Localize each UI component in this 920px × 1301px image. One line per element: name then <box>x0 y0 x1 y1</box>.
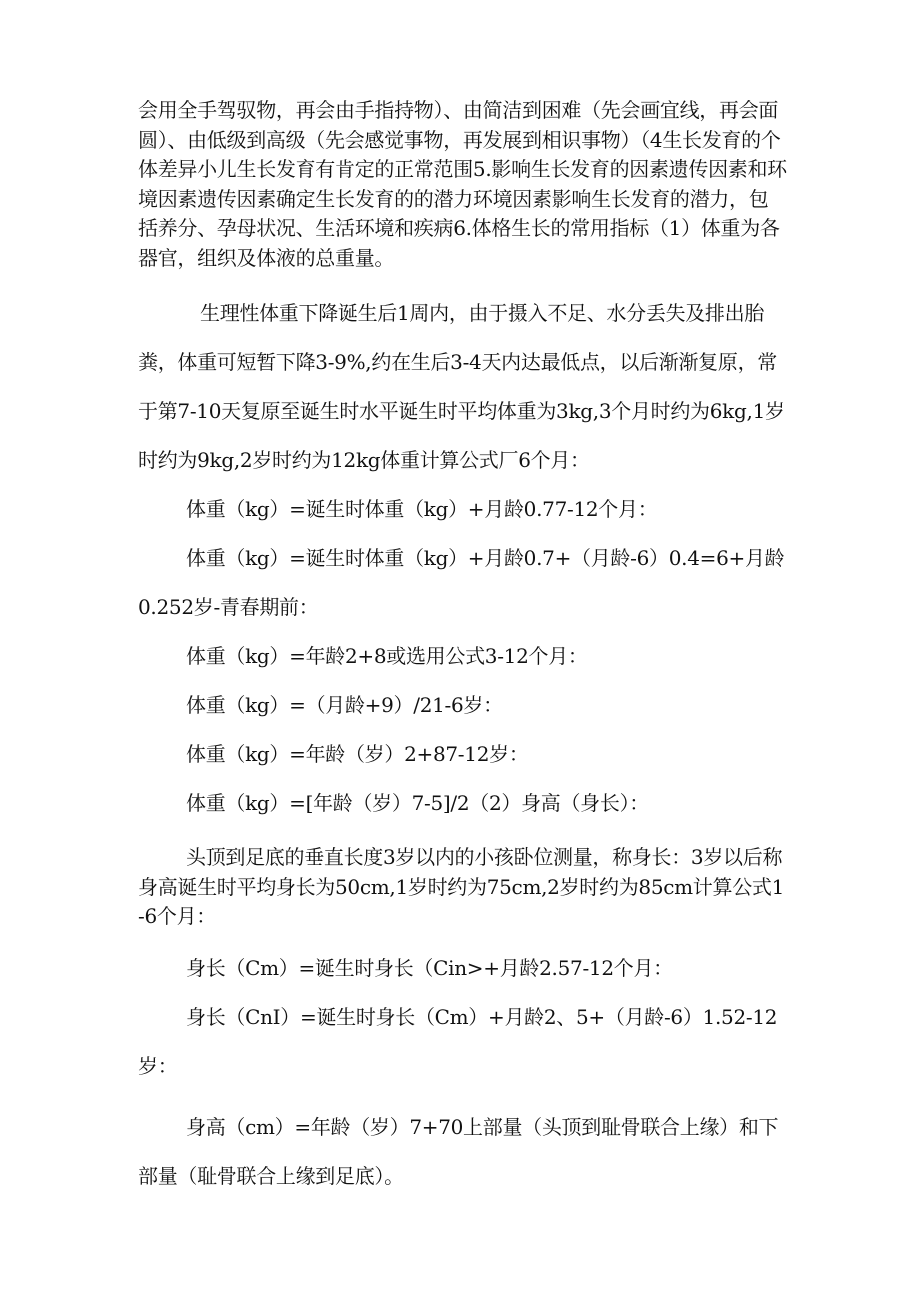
formula-length-2: 身长（CnI）=诞生时身长（Cm）+月龄2、5+（月龄-6）1.52-12岁： <box>138 1004 778 1078</box>
formula-weight-6: 体重（kg）=[年龄（岁）7-5]/2（2）身高（身长）： <box>186 791 649 815</box>
paragraph-development-factors: 会用全手驾驭物，再会由手指持物）、由简洁到困难（先会画宜线，再会面圆）、由低级到高级（先会感觉事物，再发展到相识事物）（4生长发育的个体差异小儿生长发育有肯定的正常范围5.影响生长发育的因素遗传因素和环境因素遗传因素确定生长发育的的潜力环境因素影响生长发育的潜力，包括养分、孕母状况、生活环境和疾病6.体格生长的常用指标（1）体重为各器官，组织及体液的总重量。 <box>138 98 787 270</box>
formula-length-1: 身长（Cm）=诞生时身长（Cin>+月龄2.57-12个月： <box>186 955 673 980</box>
formula-weight-4: 体重（kg）=（月龄+9）/21-6岁： <box>186 693 503 717</box>
formula-weight-2: 体重（kg）=诞生时体重（kg）+月龄0.7+（月龄-6）0.4=6+月龄0.252岁-青春期前： <box>138 546 785 619</box>
paragraph-physiological-weight-loss: 生理性体重下降诞生后1周内，由于摄入不足、水分丢失及排出胎粪，体重可短暂下降3-9%,约在生后3-4天内达最低点，以后渐渐复原，常于第7-10天复原至诞生时水平诞生时平均体重为3kg,3个月时约为6kg,1岁时约为9kg,2岁时约为12kg体重计算公式厂6个月： <box>138 301 785 472</box>
formula-weight-3: 体重（kg）=年龄2+8或选用公式3-12个月： <box>186 644 588 668</box>
formula-height-3: 身高（cm）=年龄（岁）7+70上部量（头顶到耻骨联合上缘）和下部量（耻骨联合上缘到足底）。 <box>138 1114 779 1188</box>
document-page <box>138 96 788 1201</box>
formula-weight-1: 体重（kg）=诞生时体重（kg）+月龄0.77-12个月： <box>186 497 658 521</box>
paragraph-height-definition: 头顶到足底的垂直长度3岁以内的小孩卧位测量，称身长：3岁以后称身高诞生时平均身长为50cm,1岁时约为75cm,2岁时约为85cm计算公式1-6个月： <box>138 845 785 928</box>
formula-weight-5: 体重（kg）=年龄（岁）2+87-12岁： <box>186 742 529 766</box>
